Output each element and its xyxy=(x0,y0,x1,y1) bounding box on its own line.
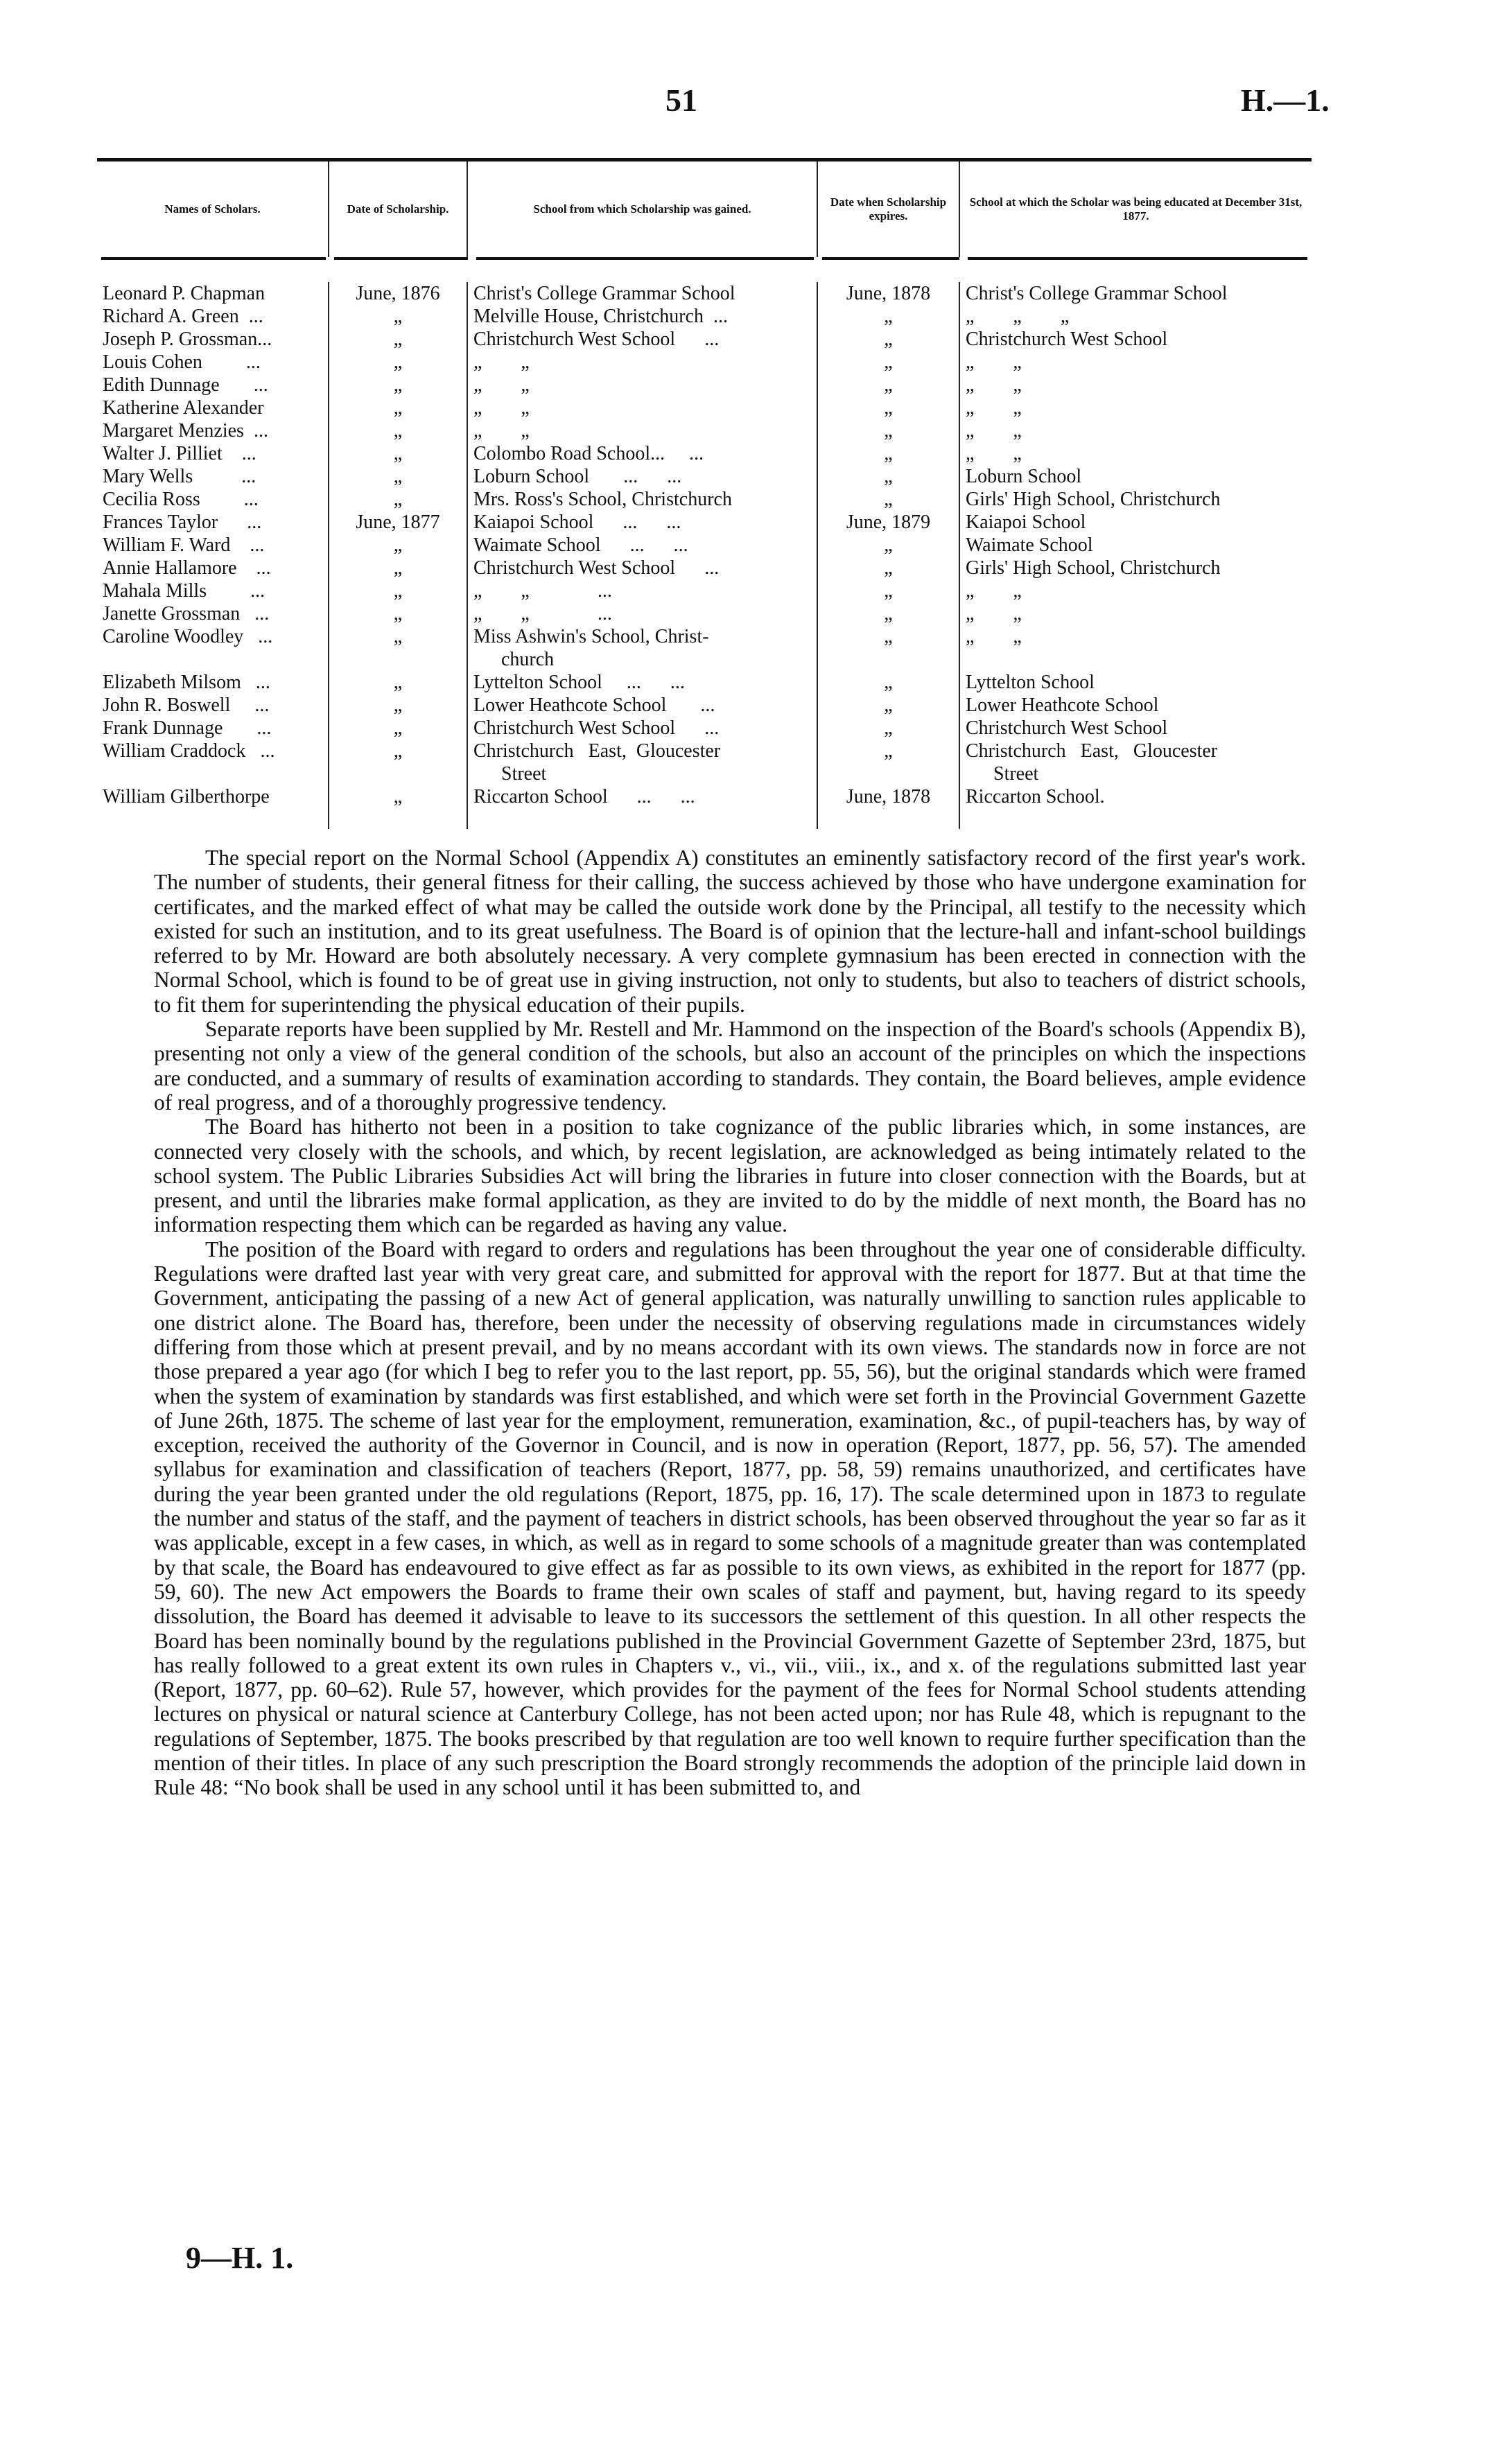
expiry-date: „ xyxy=(818,328,960,351)
expiry-date: „ xyxy=(818,602,960,625)
scholarship-date: „ xyxy=(329,419,468,442)
school-at-continued: Street xyxy=(993,763,1039,785)
expiry-date: June, 1879 xyxy=(818,511,960,534)
school-at: „ „ „ xyxy=(966,306,1070,327)
page-number: 51 xyxy=(665,82,697,118)
scholar-name: Edith Dunnage ... xyxy=(97,374,329,396)
school-at: Riccarton School. xyxy=(966,786,1105,807)
school-from-continued: Street xyxy=(468,762,818,785)
column-header-school-at: School at which the Scholar was being educated at December 31st, 1877. xyxy=(969,195,1303,222)
table-row xyxy=(97,557,1312,579)
empty-cell xyxy=(329,762,468,785)
scholarship-date: „ xyxy=(329,625,468,648)
expiry-date: June, 1878 xyxy=(818,282,960,305)
table-row xyxy=(97,465,1312,488)
table-row xyxy=(97,579,1312,602)
school-at: Girls' High School, Christchurch xyxy=(966,557,1221,579)
school-at: „ „ xyxy=(966,626,1022,647)
empty-cell xyxy=(818,648,960,671)
school-at: Waimate School xyxy=(966,534,1093,556)
school-from-continued: church xyxy=(468,648,818,671)
school-from: Lower Heathcote School ... xyxy=(468,694,818,717)
empty-cell xyxy=(97,648,329,671)
school-at: Kaiapoi School xyxy=(966,512,1086,533)
scholar-name: Walter J. Pilliet ... xyxy=(97,442,329,465)
table-header xyxy=(97,161,1312,257)
school-at: Christchurch West School xyxy=(966,329,1168,350)
body-text xyxy=(154,846,1306,1800)
school-from: Waimate School ... ... xyxy=(468,534,818,557)
school-from: „ „ xyxy=(468,396,818,419)
scholar-name: Margaret Menzies ... xyxy=(97,419,329,442)
paragraph: The special report on the Normal School (Appendix A) constitutes an eminently satisfactory record of the first year's work. The number of students, their general fitness for their calling, the success achieved by those who have undergone examination for certificates, and the marked effect of what may be called the outside work done by the Principal, all testify to the necessity which existed for such an institution, and to its great usefulness. The Board is of opinion that the lecture-hall and infant-school buildings referred to by Mr. Howard are both absolutely necessary. A very complete gymnasium has been erected in connection with the Normal School, which is found to be of great use in giving instruction, not only to students, but also to teachers of district schools, to fit them for superintending the physical education of their pupils. xyxy=(154,846,1306,1017)
expiry-date: „ xyxy=(818,671,960,694)
scholarship-date: „ xyxy=(329,602,468,625)
school-at: Christ's College Grammar School xyxy=(966,283,1228,304)
expiry-date: „ xyxy=(818,419,960,442)
school-at: Lyttelton School xyxy=(966,672,1095,693)
table-row-continuation xyxy=(97,648,1312,671)
school-at: „ „ xyxy=(966,374,1022,396)
table-row xyxy=(97,717,1312,740)
school-at: „ „ xyxy=(966,420,1022,442)
column-header-school-from: School from which Scholarship was gained. xyxy=(468,161,818,257)
expiry-date: „ xyxy=(818,396,960,419)
school-from: Loburn School ... ... xyxy=(468,465,818,488)
scholar-name: Mary Wells ... xyxy=(97,465,329,488)
expiry-date: „ xyxy=(818,579,960,602)
expiry-date: „ xyxy=(818,351,960,374)
table-row xyxy=(97,511,1312,534)
scholar-name: Louis Cohen ... xyxy=(97,351,329,374)
scholar-name: Janette Grossman ... xyxy=(97,602,329,625)
school-at: „ „ xyxy=(966,351,1022,373)
column-header-names: Names of Scholars. xyxy=(97,161,329,257)
school-from: Mrs. Ross's School, Christchurch xyxy=(468,488,818,511)
school-from: Christ's College Grammar School xyxy=(468,282,818,305)
expiry-date: „ xyxy=(818,442,960,465)
document-reference: H.—1. xyxy=(1241,82,1330,118)
school-from: Miss Ashwin's School, Christ- xyxy=(468,625,818,648)
scholarship-date: „ xyxy=(329,374,468,396)
school-at: Christchurch East, Gloucester xyxy=(966,740,1218,762)
scholar-name: Mahala Mills ... xyxy=(97,579,329,602)
column-header-date: Date of Scholarship. xyxy=(329,161,468,257)
table-row xyxy=(97,305,1312,328)
school-at: „ „ xyxy=(966,580,1022,602)
scholarship-date: „ xyxy=(329,396,468,419)
empty-cell xyxy=(97,762,329,785)
table-bottom xyxy=(97,808,1312,829)
scholarship-date: „ xyxy=(329,534,468,557)
table-row xyxy=(97,351,1312,374)
school-at: Christchurch West School xyxy=(966,717,1168,739)
scholarship-date: „ xyxy=(329,717,468,740)
school-at: „ „ xyxy=(966,443,1022,464)
paragraph: Separate reports have been supplied by Mr. Restell and Mr. Hammond on the inspection of the Board's schools (Appendix B), presenting not only a view of the general condition of the schools, but also an account of the principles on which the inspections are conducted, and a summary of results of examination according to standards. They contain, the Board believes, ample evidence of real progress, and of a thoroughly progressive tendency. xyxy=(154,1017,1306,1115)
column-header-expires: Date when Scholarship expires. xyxy=(818,161,960,257)
school-at-continued xyxy=(960,648,1312,671)
expiry-date: „ xyxy=(818,305,960,328)
table-row xyxy=(97,488,1312,511)
scholarship-date: „ xyxy=(329,351,468,374)
scholar-name: Joseph P. Grossman... xyxy=(97,328,329,351)
table-row xyxy=(97,602,1312,625)
expiry-date: June, 1878 xyxy=(818,785,960,808)
expiry-date: „ xyxy=(818,625,960,648)
school-at: Lower Heathcote School xyxy=(966,694,1159,716)
scholar-name: Caroline Woodley ... xyxy=(97,625,329,648)
table-row xyxy=(97,328,1312,351)
paragraph: The position of the Board with regard to orders and regulations has been throughout the year one of considerable difficulty. Regulations were drafted last year with very great care, and submitted for approval with the report for 1877. But at that time the Government, anticipating the passing of a new Act of general application, was naturally unwilling to sanction rules applicable to one district alone. The Board has, therefore, been under the necessity of observing regulations made in circumstances widely differing from those which at present prevail, and by no means accordant with its own views. The standards now in force are not those prepared a year ago (for which I beg to refer you to the last report, pp. 55, 56), but the original standards which were framed when the system of examination by standards was first established, and which were set forth in the Provincial Government Gazette of June 26th, 1875. The scheme of last year for the employment, remuneration, examination, &c., of pupil-teachers has, by way of exception, received the authority of the Governor in Council, and is now in operation (Report, 1877, pp. 56, 57). The amended syllabus for examination and classification of teachers (Report, 1877, pp. 58, 59) remains unauthorized, and certificates have during the year been granted under the old regulations (Report, 1875, pp. 16, 17). The scale determined upon in 1873 to regulate the number and status of the staff, and the payment of teachers in district schools, has been observed throughout the year so far as it was applicable, except in a few cases, in which, as well as in regard to some schools of a magnitude greater than was contemplated by that scale, the Board has endeavoured to give effect as far as possible to its own views, as exhibited in the report for 1877 (pp. 59, 60). The new Act empowers the Boards to frame their own scales of staff and payment, but, having regard to its speedy dissolution, the Board has deemed it advisable to leave to its successors the settlement of this question. In all other respects the Board has been nominally bound by the regulations published in the Provincial Government Gazette of September 23rd, 1875, but has really followed to a great extent its own rules in Chapters v., vi., vii., viii., ix., and x. of the regulations submitted last year (Report, 1877, pp. 60–62). Rule 57, however, which provides for the payment of the fees for Normal School students attending lectures on physical or natural science at Canterbury College, has not been acted upon; nor has Rule 48, which is repugnant to the regulations of September, 1875. The books prescribed by that regulation are too well known to require further specification than the mention of their titles. In place of any such prescription the Board strongly recommends the adoption of the principle laid down in Rule 48: “No book shall be used in any school until it has been submitted to, and xyxy=(154,1237,1306,1800)
scholar-name: John R. Boswell ... xyxy=(97,694,329,717)
table-row xyxy=(97,740,1312,762)
scholar-name: William F. Ward ... xyxy=(97,534,329,557)
school-from: Melville House, Christchurch ... xyxy=(468,305,818,328)
table-row xyxy=(97,374,1312,396)
scholarship-date: June, 1876 xyxy=(329,282,468,305)
school-at: „ „ xyxy=(966,603,1022,624)
table-row xyxy=(97,419,1312,442)
empty-cell xyxy=(329,648,468,671)
scholarship-date: „ xyxy=(329,465,468,488)
scholar-name: Katherine Alexander xyxy=(97,396,329,419)
scholarship-table xyxy=(97,158,1312,829)
school-from: „ „ xyxy=(468,351,818,374)
scholarship-date: „ xyxy=(329,442,468,465)
expiry-date: „ xyxy=(818,717,960,740)
school-from: Lyttelton School ... ... xyxy=(468,671,818,694)
table-row xyxy=(97,534,1312,557)
scholar-name: Elizabeth Milsom ... xyxy=(97,671,329,694)
scholarship-date: „ xyxy=(329,305,468,328)
scholarship-date: June, 1877 xyxy=(329,511,468,534)
scholar-name: Annie Hallamore ... xyxy=(97,557,329,579)
school-from: „ „ ... xyxy=(468,579,818,602)
scholar-name: William Craddock ... xyxy=(97,740,329,762)
scholar-name: Leonard P. Chapman xyxy=(97,282,329,305)
expiry-date: „ xyxy=(818,557,960,579)
paragraph: The Board has hitherto not been in a position to take cognizance of the public libraries which, in some instances, are connected very closely with the schools, and which, by recent legislation, are acknowledged as being intimately related to the school system. The Public Libraries Subsidies Act will bring the libraries in future into closer connection with the Boards, but at present, and until the libraries make formal application, as they are invited to do by the middle of next month, the Board has no information respecting them which can be regarded as having any value. xyxy=(154,1115,1306,1237)
table-row xyxy=(97,785,1312,808)
school-from: „ „ ... xyxy=(468,602,818,625)
expiry-date: „ xyxy=(818,374,960,396)
scholarship-date: „ xyxy=(329,740,468,762)
expiry-date: „ xyxy=(818,694,960,717)
school-from: Christchurch West School ... xyxy=(468,557,818,579)
expiry-date: „ xyxy=(818,488,960,511)
table-row xyxy=(97,442,1312,465)
table-row xyxy=(97,671,1312,694)
table-row xyxy=(97,396,1312,419)
scholarship-date: „ xyxy=(329,785,468,808)
scholar-name: Cecilia Ross ... xyxy=(97,488,329,511)
school-from: „ „ xyxy=(468,374,818,396)
school-at: Girls' High School, Christchurch xyxy=(966,489,1221,510)
scholar-name: Frank Dunnage ... xyxy=(97,717,329,740)
empty-cell xyxy=(818,762,960,785)
scholar-name: William Gilberthorpe xyxy=(97,785,329,808)
table-row-continuation xyxy=(97,762,1312,785)
expiry-date: „ xyxy=(818,465,960,488)
school-from: Riccarton School ... ... xyxy=(468,785,818,808)
table-row xyxy=(97,282,1312,305)
scholarship-date: „ xyxy=(329,488,468,511)
scholarship-date: „ xyxy=(329,671,468,694)
table-row xyxy=(97,694,1312,717)
school-from: Colombo Road School... ... xyxy=(468,442,818,465)
scholar-name: Richard A. Green ... xyxy=(97,305,329,328)
scholarship-date: „ xyxy=(329,557,468,579)
school-from: Christchurch West School ... xyxy=(468,328,818,351)
school-from: „ „ xyxy=(468,419,818,442)
school-from: Christchurch West School ... xyxy=(468,717,818,740)
school-at: „ „ xyxy=(966,397,1022,419)
table-row xyxy=(97,625,1312,648)
expiry-date: „ xyxy=(818,534,960,557)
table-body xyxy=(97,282,1312,808)
scholar-name: Frances Taylor ... xyxy=(97,511,329,534)
school-from: Kaiapoi School ... ... xyxy=(468,511,818,534)
scholarship-date: „ xyxy=(329,579,468,602)
school-from: Christchurch East, Gloucester xyxy=(468,740,818,762)
header-rule xyxy=(97,257,1312,282)
expiry-date: „ xyxy=(818,740,960,762)
signature-mark: 9—H. 1. xyxy=(186,2241,294,2275)
school-at: Loburn School xyxy=(966,466,1082,487)
scholarship-date: „ xyxy=(329,328,468,351)
scholarship-date: „ xyxy=(329,694,468,717)
